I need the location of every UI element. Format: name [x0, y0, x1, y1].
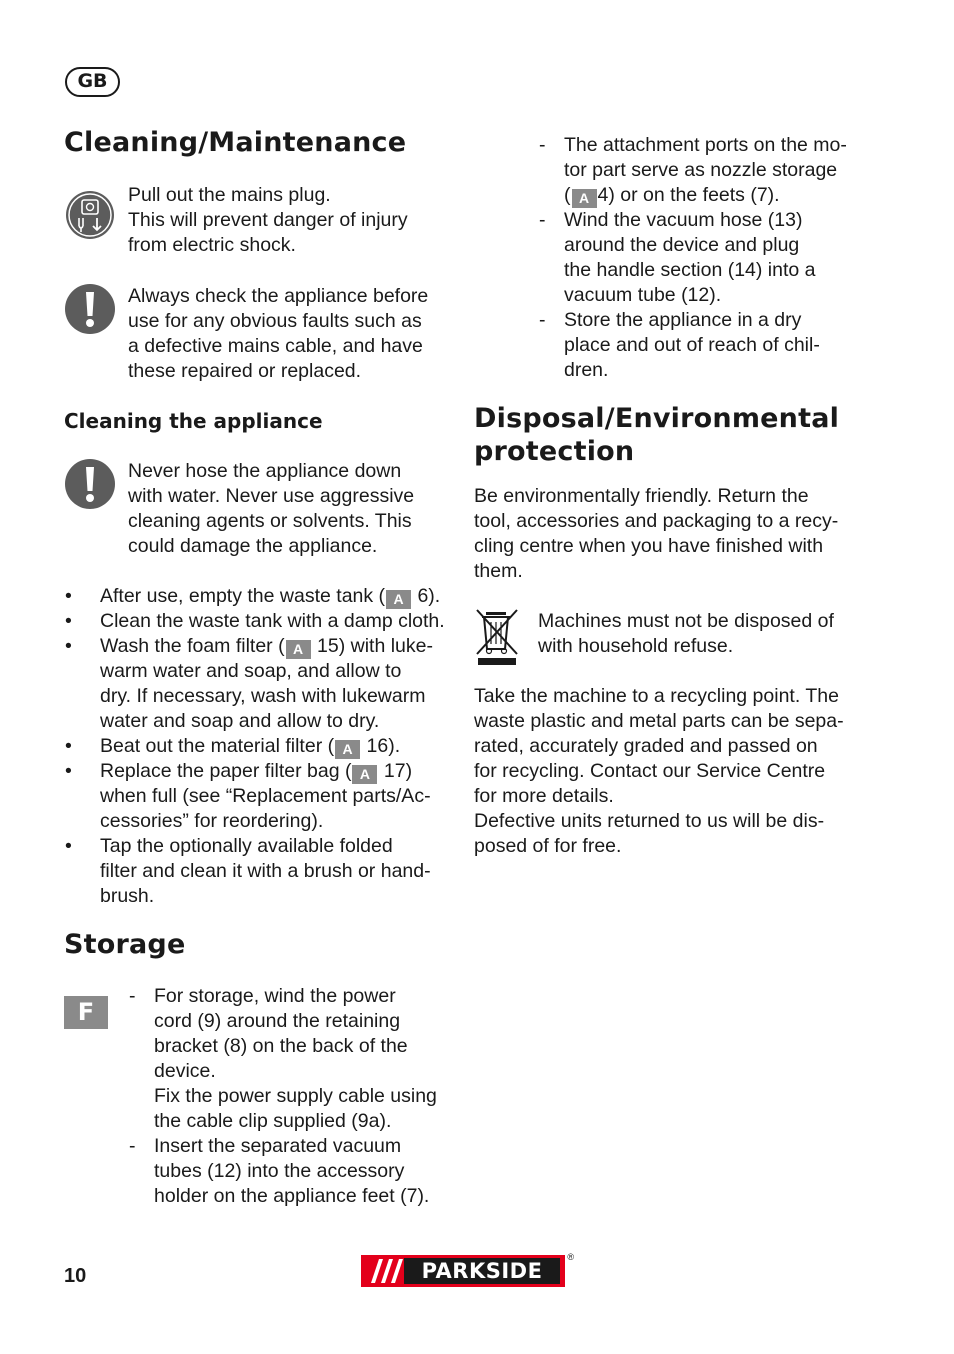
crossed-bin-icon — [474, 606, 520, 666]
storage-steps-list — [129, 984, 454, 1209]
page-number: 10 — [64, 1265, 87, 1287]
list-item: - The attachment ports on the mo- tor part serve as nozzle storage ( A 4) or on the feets (7). — [539, 133, 869, 208]
figure-f-badge: F — [64, 996, 108, 1029]
figure-badge: A — [335, 740, 360, 759]
plug-icon — [65, 190, 115, 240]
list-item: • Clean the waste tank with a damp cloth. — [65, 609, 455, 634]
registered-mark: ® — [567, 1252, 574, 1262]
list-item: - Insert the separated vacuum tubes (12) into the accessory holder on the appliance feet (7). — [129, 1134, 454, 1209]
figure-badge: A — [386, 590, 411, 609]
disposal-intro: Be environmentally friendly. Return the tool, accessories and packaging to a recy- cling centre when you have finished with them. — [474, 485, 839, 582]
disposal-body: Take the machine to a recycling point. The waste plastic and metal parts can be sepa- rated, accurately graded and passed on for recycling. Contact our Service Centre for more details. Defective units returned to us will be dis- posed of for free. — [474, 685, 844, 857]
water-warning: Never hose the appliance down with water. Never use aggressive cleaning agents or solvents. This could damage the appliance. — [128, 460, 415, 557]
heading-disposal: Disposal/Environmental protection — [474, 403, 840, 467]
list-item: • Tap the optionally available folded filter and clean it with a brush or hand- brush. — [65, 834, 455, 909]
warning-exclamation-icon — [65, 459, 115, 509]
heading-cleaning-maintenance: Cleaning/Maintenance — [64, 127, 407, 158]
logo-stripes-icon — [365, 1259, 403, 1283]
plug-note: Pull out the mains plug. This will prevent danger of injury from electric shock. — [128, 184, 408, 256]
figure-badge: A — [352, 765, 377, 784]
storage-steps-list-continued — [539, 133, 869, 383]
check-note: Always check the appliance before use for any obvious faults such as a defective mains cable, and have these repaired or replaced. — [128, 285, 429, 382]
list-item: - Wind the vacuum hose (13) around the device and plug the handle section (14) into a vacuum tube (12). — [539, 208, 869, 308]
list-item: • Beat out the material filter ( A 16). — [65, 734, 455, 759]
list-item: • Wash the foam filter ( A 15) with luke- warm water and soap, and allow to dry. If necessary, wash with lukewarm water and soap and allow to dry. — [65, 634, 455, 734]
bin-note: Machines must not be disposed of with household refuse. — [538, 610, 834, 657]
cleaning-steps-list — [65, 584, 455, 909]
list-item: - For storage, wind the power cord (9) around the retaining bracket (8) on the back of the device. Fix the power supply cable using the cable clip supplied (9a). — [129, 984, 454, 1134]
list-item: - Store the appliance in a dry place and out of reach of chil- dren. — [539, 308, 869, 383]
heading-storage: Storage — [64, 929, 186, 960]
figure-badge: A — [286, 640, 311, 659]
heading-cleaning-appliance: Cleaning the appliance — [64, 409, 323, 433]
figure-badge: A — [572, 189, 597, 208]
list-item: • After use, empty the waste tank ( A 6). — [65, 584, 455, 609]
brand-name: PARKSIDE — [404, 1258, 560, 1284]
parkside-logo — [361, 1252, 574, 1287]
language-badge: GB — [65, 67, 120, 97]
warning-exclamation-icon — [65, 284, 115, 334]
list-item: • Replace the paper filter bag ( A 17) when full (see “Replacement parts/Ac- cessories” for reordering). — [65, 759, 455, 834]
